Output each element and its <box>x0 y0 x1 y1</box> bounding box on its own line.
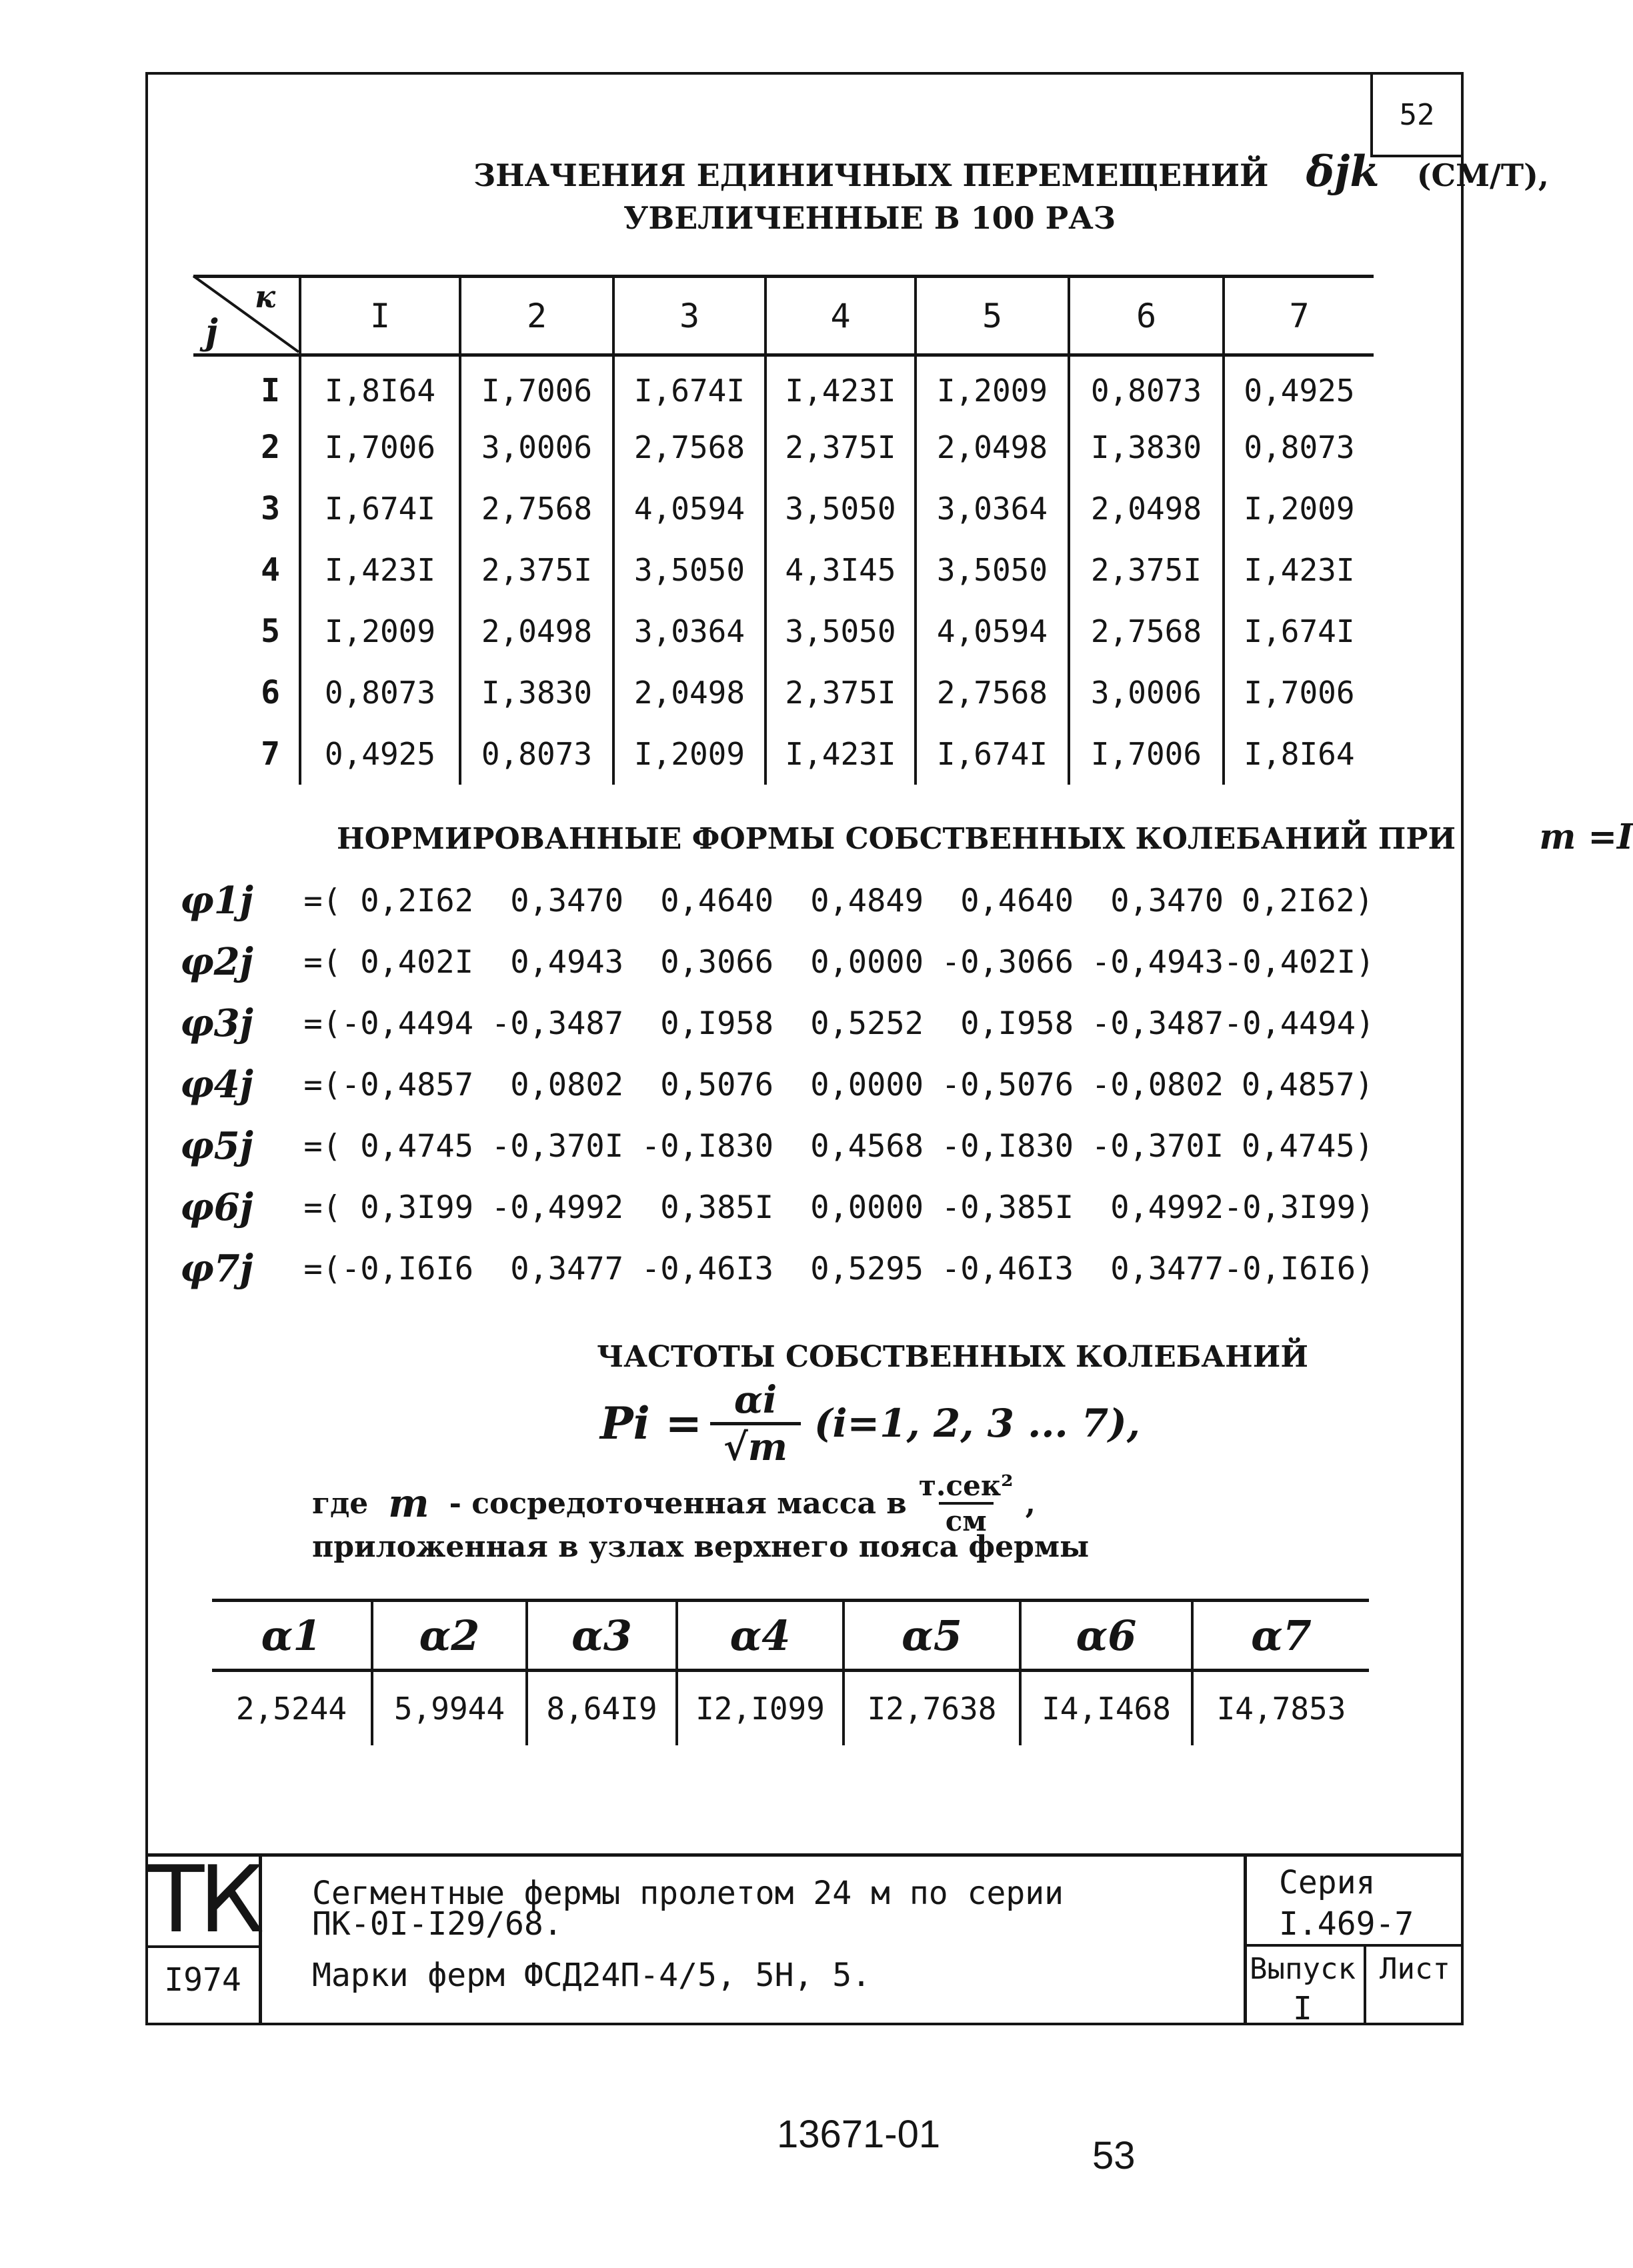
title-block-top-line <box>145 1853 1464 1857</box>
mode-row <box>180 870 1374 931</box>
matrix-cell: I,423I <box>765 723 916 785</box>
matrix-cell: 2,7568 <box>916 662 1069 723</box>
matrix-row-label: 4 <box>261 551 280 589</box>
matrix-cell: 0,8073 <box>300 662 460 723</box>
formula-range: (i=1, 2, 3 ... 7), <box>814 1401 1140 1446</box>
mode-value: -0,370I <box>1091 1127 1224 1165</box>
matrix-cell: I,674I <box>300 478 460 539</box>
matrix-cell: I,2009 <box>613 723 765 785</box>
mode-value: -0,I830 <box>641 1127 773 1165</box>
matrix-col-header: 4 <box>765 277 916 355</box>
matrix-row <box>193 355 1374 417</box>
mode-value: 0,3066 <box>660 943 773 981</box>
formula-lhs: Pi = <box>600 1397 702 1449</box>
mode-value: 0,4849 <box>810 882 924 919</box>
tk-logo: ТК <box>148 1846 259 1953</box>
applied-line: приложенная в узлах верхнего пояса фермы <box>312 1530 1090 1564</box>
frequency-value: I4,7853 <box>1192 1671 1369 1745</box>
formula-fraction <box>710 1378 801 1469</box>
mode-value: 0,4943 <box>510 943 623 981</box>
mode-row <box>180 1177 1374 1238</box>
issue-top-line <box>1244 1944 1464 1947</box>
mode-value: 0,I958 <box>660 1005 773 1042</box>
matrix-cell: I,7006 <box>300 417 460 478</box>
mode-value: -0,3487 <box>1091 1005 1224 1042</box>
mode-row <box>180 1115 1374 1177</box>
mode-value: -0,3487 <box>491 1005 623 1042</box>
matrix-row-label: 5 <box>261 612 280 650</box>
formula-numerator: αi <box>733 1377 777 1422</box>
logo-divider <box>259 1853 262 2025</box>
modes-heading <box>337 817 1633 857</box>
mode-value: -0,3I99) <box>1224 1189 1375 1226</box>
issue-value: I <box>1293 1990 1312 2027</box>
mode-symbol: φ4j <box>180 1063 253 1107</box>
matrix-cell: I,674I <box>613 355 765 417</box>
frequencies-heading: ЧАСТОТЫ СОБСТВЕННЫХ КОЛЕБАНИЙ <box>597 1340 1308 1374</box>
matrix-cell: 4,3I45 <box>765 539 916 601</box>
matrix-row <box>193 662 1374 723</box>
frequency-header: α1 <box>212 1601 372 1671</box>
mode-value: 0,5295 <box>810 1250 924 1287</box>
matrix-col-header: 6 <box>1069 277 1224 355</box>
matrix-cell: I,2009 <box>1224 478 1374 539</box>
matrix-row-label: 2 <box>261 428 280 466</box>
frequency-header: α4 <box>677 1601 844 1671</box>
mode-row <box>180 993 1374 1054</box>
mode-symbol: φ7j <box>180 1247 253 1291</box>
modes-condition: m =I <box>1539 817 1633 857</box>
mode-value: =(-0,I6I6 <box>303 1250 473 1287</box>
mode-symbol: φ6j <box>180 1185 253 1229</box>
mode-value: -0,370I <box>491 1127 623 1165</box>
mode-value: 0,3470 <box>510 882 623 919</box>
mode-value: 0,4640 <box>960 882 1074 919</box>
frequency-value: I4,I468 <box>1020 1671 1192 1745</box>
mode-value: 0,4992 <box>1110 1189 1224 1226</box>
title-text-1: ЗНАЧЕНИЯ ЕДИНИЧНЫХ ПЕРЕМЕЩЕНИЙ <box>473 157 1269 193</box>
mode-value: -0,385I <box>941 1189 1074 1226</box>
matrix-col-header: 5 <box>916 277 1069 355</box>
matrix-cell: I,7006 <box>1069 723 1224 785</box>
matrix-cell: 2,375I <box>460 539 613 601</box>
matrix-row <box>193 478 1374 539</box>
formula-denominator: √m <box>710 1422 801 1469</box>
matrix-cell: I,8I64 <box>300 355 460 417</box>
frequency-header: α2 <box>372 1601 527 1671</box>
where-text: - сосредоточенная масса в <box>449 1486 907 1521</box>
matrix-cell: 2,375I <box>765 417 916 478</box>
mode-value: -0,I6I6) <box>1224 1250 1375 1287</box>
matrix-cell: I,423I <box>765 355 916 417</box>
title-unit: (СМ/Т), <box>1416 157 1549 193</box>
matrix-cell: 0,8073 <box>460 723 613 785</box>
mode-value: 0,0000 <box>810 1066 924 1103</box>
matrix-col-header: 7 <box>1224 277 1374 355</box>
mode-value: =(-0,4494 <box>303 1005 473 1042</box>
title-line2: УВЕЛИЧЕННЫЕ В 100 РАЗ <box>623 200 1116 236</box>
mode-value: 0,4568 <box>810 1127 924 1165</box>
matrix-cell: 3,5050 <box>916 539 1069 601</box>
matrix-cell: 2,7568 <box>460 478 613 539</box>
mode-value: 0,I958 <box>960 1005 1074 1042</box>
mode-value: =(-0,4857 <box>303 1066 473 1103</box>
mode-value: -0,46I3 <box>641 1250 773 1287</box>
frequency-value: 8,64I9 <box>527 1671 677 1745</box>
frequency-value: 2,5244 <box>235 1690 347 1727</box>
sheet-label: Лист <box>1380 1952 1450 1986</box>
mode-value: -0,4494) <box>1224 1005 1375 1042</box>
frequency-header: α6 <box>1020 1601 1192 1671</box>
series-label: Серия <box>1279 1864 1376 1901</box>
matrix-cell: 3,0006 <box>1069 662 1224 723</box>
mode-value: =( 0,2I62 <box>303 882 473 919</box>
matrix-row <box>193 417 1374 478</box>
page-number-box: 52 <box>1370 72 1464 157</box>
unit-fraction <box>919 1469 1014 1537</box>
matrix-cell: 2,7568 <box>613 417 765 478</box>
mode-symbol: φ5j <box>180 1124 253 1168</box>
matrix-cell: 2,375I <box>765 662 916 723</box>
issue-label: Выпуск <box>1250 1952 1356 1986</box>
mode-value: 0,4745) <box>1241 1127 1374 1165</box>
frequency-value: I2,I099 <box>677 1671 844 1745</box>
matrix-cell: I,7006 <box>460 355 613 417</box>
delta-jk-symbol: δjk <box>1306 147 1380 197</box>
matrix-cell: 0,8073 <box>1224 417 1374 478</box>
matrix-cell: I,423I <box>1224 539 1374 601</box>
mode-value: -0,4992 <box>491 1189 623 1226</box>
mode-row <box>180 1054 1374 1115</box>
mode-value: -0,4943 <box>1091 943 1224 981</box>
matrix-cell: 4,0594 <box>916 601 1069 662</box>
matrix-row <box>193 539 1374 601</box>
title-line1 <box>473 147 1549 197</box>
matrix-cell: I,674I <box>1224 601 1374 662</box>
displacement-matrix <box>193 275 1374 785</box>
matrix-cell: 3,5050 <box>765 601 916 662</box>
matrix-cell: 3,0364 <box>613 601 765 662</box>
matrix-cell: 3,5050 <box>765 478 916 539</box>
matrix-corner-k: к <box>255 279 276 315</box>
matrix-cell: 2,0498 <box>613 662 765 723</box>
frequency-header: α7 <box>1192 1601 1369 1671</box>
mode-value: 0,0000 <box>810 943 924 981</box>
mode-value: 0,4640 <box>660 882 773 919</box>
matrix-row <box>193 723 1374 785</box>
mode-value: =( 0,3I99 <box>303 1189 473 1226</box>
matrix-cell: 2,0498 <box>460 601 613 662</box>
matrix-cell: 2,375I <box>1069 539 1224 601</box>
matrix-cell: I,2009 <box>300 601 460 662</box>
mode-value: 0,3477 <box>1110 1250 1224 1287</box>
mode-symbol: φ3j <box>180 1001 253 1045</box>
mode-value: =( 0,402I <box>303 943 473 981</box>
matrix-cell: 3,5050 <box>613 539 765 601</box>
matrix-row-label: 3 <box>261 489 280 527</box>
mode-value: 0,5076 <box>660 1066 773 1103</box>
unit-numerator: т.сек² <box>918 1469 1014 1502</box>
matrix-cell: 2,0498 <box>916 417 1069 478</box>
description-line2: ПК-0I-I29/68. <box>312 1905 563 1943</box>
mode-value: 0,2I62) <box>1241 882 1374 919</box>
matrix-corner-j: j <box>205 312 218 353</box>
mode-value: 0,385I <box>660 1189 773 1226</box>
matrix-cell: I,3830 <box>460 662 613 723</box>
frequency-header: α5 <box>844 1601 1020 1671</box>
mode-value: -0,I830 <box>941 1127 1074 1165</box>
matrix-col-header: 2 <box>460 277 613 355</box>
matrix-row <box>193 601 1374 662</box>
frequency-value: I2,7638 <box>844 1671 1020 1745</box>
matrix-cell: 2,7568 <box>1069 601 1224 662</box>
mode-symbol: φ2j <box>180 940 253 984</box>
matrix-cell: I,423I <box>300 539 460 601</box>
footer-page: 53 <box>1092 2134 1136 2177</box>
mode-value: 0,3470 <box>1110 882 1224 919</box>
mode-value: 0,4857) <box>1241 1066 1374 1103</box>
matrix-col-header: I <box>300 277 460 355</box>
matrix-row-label: 7 <box>261 735 280 773</box>
frequencies-value-row <box>212 1671 1369 1745</box>
matrix-cell: 2,0498 <box>1069 478 1224 539</box>
mode-value: 0,0000 <box>810 1189 924 1226</box>
matrix-cell: 0,8073 <box>1069 355 1224 417</box>
mode-value: -0,402I) <box>1224 943 1375 981</box>
mode-value: 0,0802 <box>510 1066 623 1103</box>
series-value: I.469-7 <box>1279 1905 1414 1943</box>
mode-value: =( 0,4745 <box>303 1127 473 1165</box>
mode-value: -0,3066 <box>941 943 1074 981</box>
unit-denominator: см <box>939 1502 994 1537</box>
mode-row <box>180 931 1374 993</box>
where-tail: , <box>1025 1486 1036 1521</box>
mode-symbol: φ1j <box>180 879 253 923</box>
matrix-header-row <box>193 277 1374 355</box>
frequency-value: 5,9944 <box>372 1671 527 1745</box>
mode-value: 0,5252 <box>810 1005 924 1042</box>
mode-value: -0,46I3 <box>941 1250 1074 1287</box>
frequencies-header-row <box>212 1601 1369 1671</box>
matrix-row-label: 6 <box>261 673 280 711</box>
frequencies-table <box>212 1599 1369 1745</box>
matrix-row-label: I <box>261 371 280 409</box>
matrix-cell: 3,0006 <box>460 417 613 478</box>
mode-value: 0,3477 <box>510 1250 623 1287</box>
matrix-cell: I,3830 <box>1069 417 1224 478</box>
matrix-cell: 0,4925 <box>1224 355 1374 417</box>
mode-value: -0,5076 <box>941 1066 1074 1103</box>
matrix-col-header: 3 <box>613 277 765 355</box>
mode-row <box>180 1238 1374 1299</box>
matrix-cell: 3,0364 <box>916 478 1069 539</box>
matrix-cell: 4,0594 <box>613 478 765 539</box>
footer-code: 13671-01 <box>777 2113 941 2156</box>
matrix-cell: I,7006 <box>1224 662 1374 723</box>
description-line1: Сегментные фермы пролетом 24 м по серии <box>312 1875 1064 1912</box>
modes-heading-text: НОРМИРОВАННЫЕ ФОРМЫ СОБСТВЕННЫХ КОЛЕБАНИЙ ПРИ <box>337 822 1456 856</box>
marks-line: Марки ферм ФСД24П-4/5, 5Н, 5. <box>312 1957 872 1994</box>
frequency-header: α3 <box>527 1601 677 1671</box>
matrix-cell: I,674I <box>916 723 1069 785</box>
where-prefix: где <box>312 1486 369 1521</box>
year: I974 <box>164 1961 241 1999</box>
mode-value: -0,0802 <box>1091 1066 1224 1103</box>
where-symbol: m <box>388 1481 429 1526</box>
matrix-cell: 0,4925 <box>300 723 460 785</box>
matrix-cell: I,8I64 <box>1224 723 1374 785</box>
matrix-cell: I,2009 <box>916 355 1069 417</box>
